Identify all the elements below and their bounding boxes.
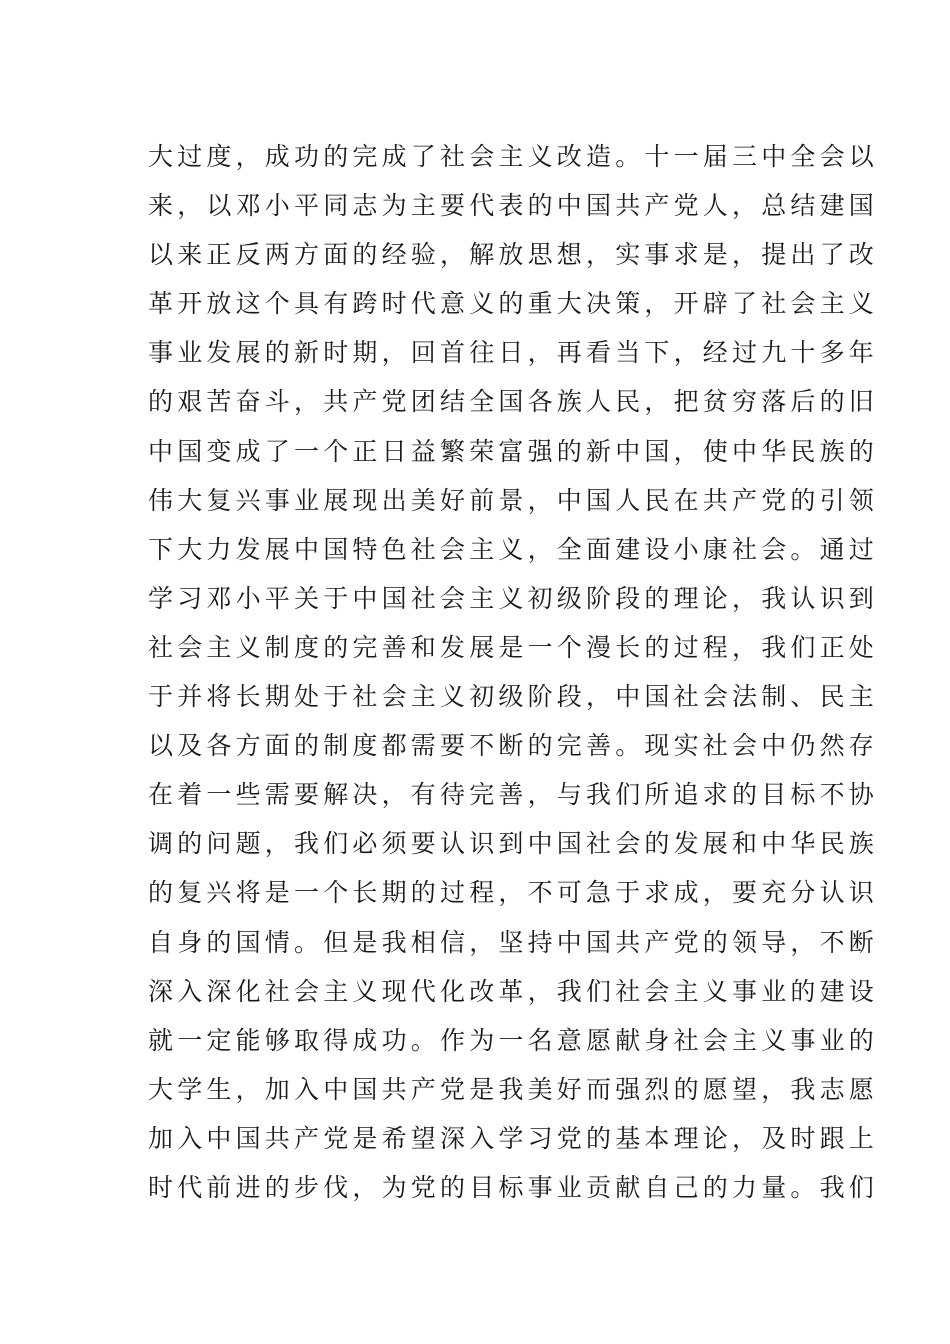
text-line: 中国变成了一个正日益繁荣富强的新中国，使中华民族的 bbox=[148, 436, 879, 466]
text-line: 下大力发展中国特色社会主义，全面建设小康社会。通过 bbox=[148, 534, 879, 564]
body-text bbox=[148, 132, 879, 1212]
text-line: 大学生，加入中国共产党是我美好而强烈的愿望，我志愿 bbox=[148, 1074, 879, 1104]
text-line: 的艰苦奋斗，共产党团结全国各族人民，把贫穷落后的旧 bbox=[148, 387, 879, 417]
text-line: 社会主义制度的完善和发展是一个漫长的过程，我们正处 bbox=[148, 632, 879, 662]
text-line: 以来正反两方面的经验，解放思想，实事求是，提出了改 bbox=[148, 240, 879, 270]
text-line: 的复兴将是一个长期的过程，不可急于求成，要充分认识 bbox=[148, 878, 879, 908]
text-line: 革开放这个具有跨时代意义的重大决策，开辟了社会主义 bbox=[148, 289, 879, 319]
text-line: 深入深化社会主义现代化改革，我们社会主义事业的建设 bbox=[148, 976, 879, 1006]
text-line: 事业发展的新时期，回首往日，再看当下，经过九十多年 bbox=[148, 338, 879, 368]
text-line: 伟大复兴事业展现出美好前景，中国人民在共产党的引领 bbox=[148, 485, 879, 515]
text-line: 加入中国共产党是希望深入学习党的基本理论，及时跟上 bbox=[148, 1123, 879, 1153]
text-line: 学习邓小平关于中国社会主义初级阶段的理论，我认识到 bbox=[148, 583, 879, 613]
text-line: 来，以邓小平同志为主要代表的中国共产党人，总结建国 bbox=[148, 191, 879, 221]
text-line: 调的问题，我们必须要认识到中国社会的发展和中华民族 bbox=[148, 829, 879, 859]
text-line: 大过度，成功的完成了社会主义改造。十一届三中全会以 bbox=[148, 142, 879, 171]
text-line: 自身的国情。但是我相信，坚持中国共产党的领导，不断 bbox=[148, 927, 879, 957]
text-line: 在着一些需要解决，有待完善，与我们所追求的目标不协 bbox=[148, 780, 879, 810]
text-line: 以及各方面的制度都需要不断的完善。现实社会中仍然存 bbox=[148, 731, 879, 761]
text-line: 时代前进的步伐，为党的目标事业贡献自己的力量。我们 bbox=[148, 1172, 879, 1202]
text-line: 就一定能够取得成功。作为一名意愿献身社会主义事业的 bbox=[148, 1025, 879, 1055]
text-line: 于并将长期处于社会主义初级阶段，中国社会法制、民主 bbox=[148, 682, 879, 712]
